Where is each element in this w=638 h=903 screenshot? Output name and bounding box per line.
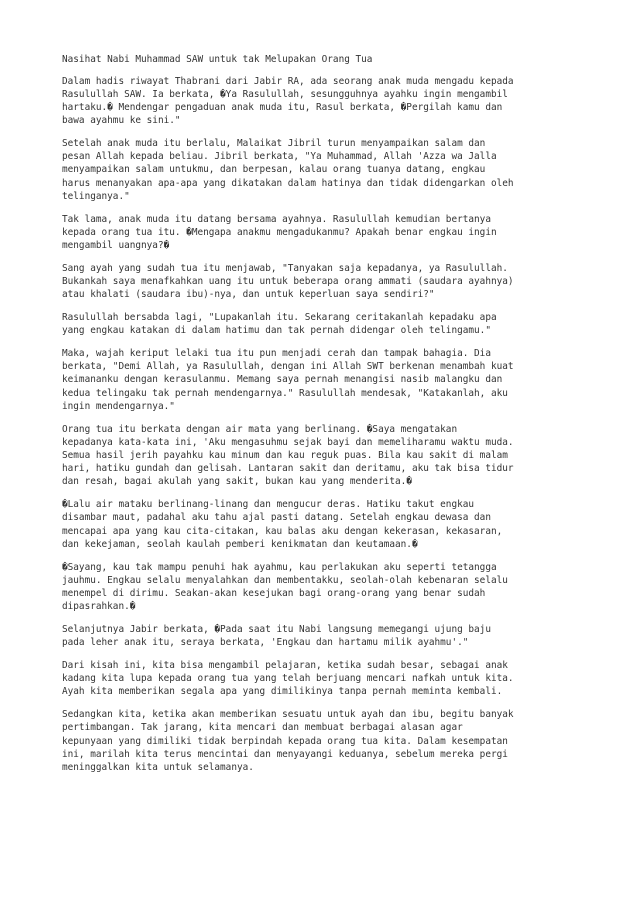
document-body <box>62 53 582 784</box>
paragraph: Maka, wajah keriput lelaki tua itu pun menjadi cerah dan tampak bahagia. Dia berkata, "Demi Allah, ya Rasulullah, dengan ini Allah SWT berkenan menambah kuat keimananku dengan kerasulanmu. Memang saya pernah menangisi nasib malangku dan kedua telingaku tak pernah mendengarnya." Rasulullah mendesak, "Katakanlah, aku ingin mendengarnya." <box>62 348 514 412</box>
paragraph: Sedangkan kita, ketika akan memberikan sesuatu untuk ayah dan ibu, begitu banyak pertimbangan. Tak jarang, kita mencari dan membuat berbagai alasan agar kepunyaan yang dimiliki tidak berpindah kepada orang tua kita. Dalam kesempatan ini, marilah kita terus mencintai dan menyayangi keduanya, sebelum mereka pergi meninggalkan kita untuk selamanya. <box>62 709 514 774</box>
paragraph: Dari kisah ini, kita bisa mengambil pelajaran, ketika sudah besar, sebagai anak kadang kita lupa kepada orang tua yang telah berjuang mencari nafkah untuk kita. Ayah kita memberikan segala apa yang dimilikinya tanpa pernah meminta kembali. <box>62 660 514 698</box>
document-title: Nasihat Nabi Muhammad SAW untuk tak Melupakan Orang Tua <box>62 54 373 65</box>
paragraph: Dalam hadis riwayat Thabrani dari Jabir RA, ada seorang anak muda mengadu kepada Rasulullah SAW. Ia berkata, �Ya Rasulullah, sesungguhnya ayahku ingin mengambil hartaku.� Mendengar pengaduan anak muda itu, Rasul berkata, �Pergilah kamu dan bawa ayahmu ke sini." <box>62 75 514 127</box>
paragraph: Selanjutnya Jabir berkata, �Pada saat itu Nabi langsung memegangi ujung baju pada leher anak itu, seraya berkata, 'Engkau dan hartamu milik ayahmu'." <box>62 624 491 649</box>
paragraph: Sang ayah yang sudah tua itu menjawab, "Tanyakan saja kepadanya, ya Rasulullah. Bukankah saya menafkahkan uang itu untuk beberapa orang ammati (saudara ayahnya) atau khalati (saudara ibu)-nya, dan untuk keperluan saya sendiri?" <box>62 262 514 301</box>
paragraph: �Lalu air mataku berlinang-linang dan mengucur deras. Hatiku takut engkau disambar maut, padahal aku tahu ajal pasti datang. Setelah engkau dewasa dan mencapai apa yang kau cita-citakan, kau balas aku dengan kekerasan, kekasaran, dan kekejaman, seolah kaulah pemberi kenikmatan dan keutamaan.� <box>62 499 503 550</box>
paragraph: Orang tua itu berkata dengan air mata yang berlinang. �Saya mengatakan kepadanya kata-kata ini, 'Aku mengasuhmu sejak bayi dan memeliharamu waktu muda. Semua hasil jerih payahku kau minum dan kau reguk puas. Bila kau sakit di malam hari, hatiku gundah dan gelisah. Lantaran sakit dan deritamu, aku tak bisa tidur dan resah, bagai akulah yang sakit, bukan kau yang menderita.� <box>62 423 514 488</box>
paragraph: Setelah anak muda itu berlalu, Malaikat Jibril turun menyampaikan salam dan pesan Allah kepada beliau. Jibril berkata, "Ya Muhammad, Allah 'Azza wa Jalla menyampaikan salam untukmu, dan berpesan, kalau orang tuanya datang, engkau harus menanyakan apa-apa yang dikatakan dalam hatinya dan tidak didengarkan oleh telinganya." <box>62 138 514 202</box>
paragraph: Tak lama, anak muda itu datang bersama ayahnya. Rasulullah kemudian bertanya kepada orang tua itu. �Mengapa anakmu mengadukanmu? Apakah benar engkau ingin mengambil uangnya?� <box>62 213 497 252</box>
paragraph: �Sayang, kau tak mampu penuhi hak ayahmu, kau perlakukan aku seperti tetangga jauhmu. Engkau selalu menyalahkan dan membentakku, seolah-olah kebenaran selalu menempel di dirimu. Seakan-akan kesejukan bagi orang-orang yang benar sudah dipasrahkan.� <box>62 561 508 613</box>
paragraph: Rasulullah bersabda lagi, "Lupakanlah itu. Sekarang ceritakanlah kepadaku apa yang engkau katakan di dalam hatimu dan tak pernah didengar oleh telingamu." <box>62 312 497 337</box>
